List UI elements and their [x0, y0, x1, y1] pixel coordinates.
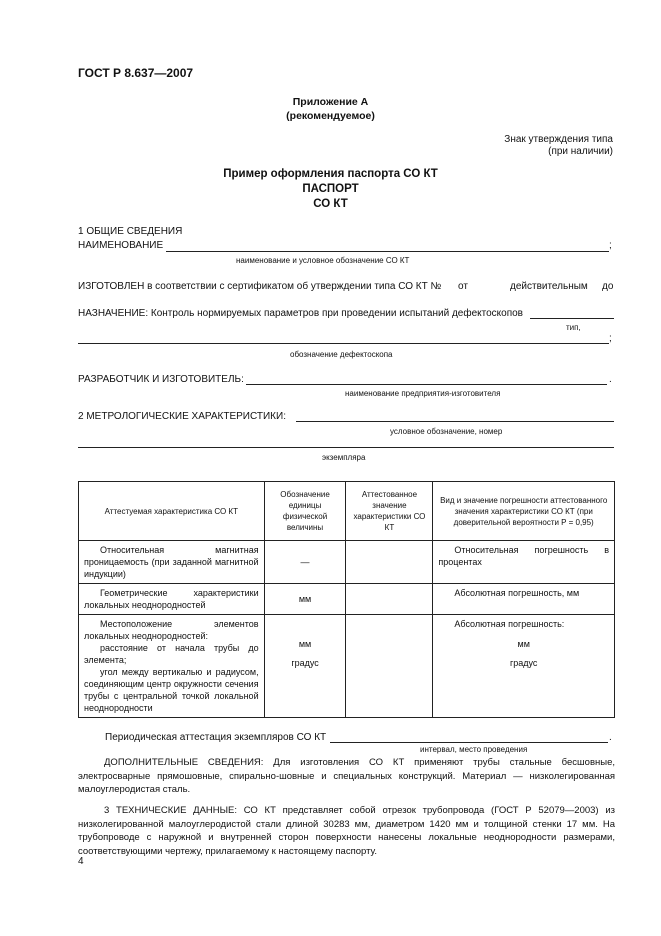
row3-characteristic-b: расстояние от начала трубы до элемента; — [84, 643, 259, 665]
characteristics-table — [78, 481, 615, 718]
table-header-row — [79, 482, 615, 541]
row3-unit-a: мм — [298, 639, 312, 649]
passport-subtitle: СО КТ — [313, 198, 348, 210]
row1-unit: — — [264, 541, 346, 584]
purpose-type: тип, — [566, 323, 581, 332]
section2-heading: 2 МЕТРОЛОГИЧЕСКИЕ ХАРАКТЕРИСТИКИ: — [78, 411, 286, 422]
document-header: ГОСТ Р 8.637—2007 — [78, 66, 194, 80]
header-value: Аттестованное значение характеристики СО КТ — [346, 482, 433, 541]
purpose-field-line[interactable] — [530, 318, 614, 319]
row3-error — [433, 615, 615, 718]
purpose-caption: обозначение дефектоскопа — [290, 350, 393, 359]
row3-characteristic — [79, 615, 265, 718]
row1-error: Относительная погрешность в процентах — [433, 541, 615, 584]
row1-value — [346, 541, 433, 584]
metrology-caption-1: условное обозначение, номер — [390, 427, 503, 436]
additional-info: ДОПОЛНИТЕЛЬНЫЕ СВЕДЕНИЯ: Для изготовления СО КТ применяют трубы стальные бесшовные, электросварные прямошовные, спирально-шовные и специальных конструкций. Материал — низколегированная малоуглеродистая сталь. — [78, 757, 615, 795]
row3-value — [346, 615, 433, 718]
row3-error-a: Абсолютная погрешность: — [454, 619, 565, 629]
row3-characteristic-a: Местоположение элементов локальных неоднородностей: — [84, 619, 259, 641]
technical-data: 3 ТЕХНИЧЕСКИЕ ДАННЫЕ: СО КТ представляет собой отрезок трубопровода (ГОСТ Р 52079—2003) из низколегированной малоуглеродистой стали длиной 30283 мм, диаметром 1420 мм и толщиной стенки 17 мм. На трубопроводе с наружной и внутренней сторон поверхности нанесены локальные неоднородности размерами, соответствующими чертежу, прилагаемому к настоящему паспорту. — [78, 805, 615, 857]
made-to: до — [602, 281, 614, 292]
metrology-field-line[interactable] — [296, 421, 614, 422]
table-row — [79, 584, 615, 615]
approval-mark-note: (при наличии) — [548, 146, 613, 157]
metrology-caption-2: экземпляра — [322, 453, 366, 462]
developer-field-line[interactable] — [246, 384, 607, 385]
row3-unit — [264, 615, 346, 718]
name-caption: наименование и условное обозначение СО КТ — [236, 256, 410, 265]
row2-characteristic: Геометрические характеристики локальных неоднородностей — [79, 584, 265, 615]
developer-caption: наименование предприятия-изготовителя — [345, 389, 501, 398]
periodic-label: Периодическая аттестация экземпляров СО КТ — [105, 732, 327, 743]
table-row — [79, 615, 615, 718]
name-field-line[interactable] — [166, 251, 609, 252]
made-text: ИЗГОТОВЛЕН в соответствии с сертификатом об утверждении типа СО КТ № — [78, 281, 442, 292]
row3-error-b: мм — [517, 639, 530, 649]
page-number: 4 — [78, 856, 84, 867]
made-valid: действительным — [510, 281, 588, 292]
row3-characteristic-c: угол между вертикалью и радиусом, соединяющим центр окружности сечения трубы с центральной точкой локальной неоднородности — [84, 667, 259, 713]
row3-error-c: градус — [509, 658, 538, 668]
approval-mark-label: Знак утверждения типа — [504, 134, 613, 145]
header-error: Вид и значение погрешности аттестованного значения характеристики СО КТ (при доверительной вероятности P = 0,95) — [433, 482, 615, 541]
purpose-end-punct: ; — [609, 333, 612, 344]
passport-title: ПАСПОРТ — [302, 183, 359, 195]
row2-value — [346, 584, 433, 615]
developer-label: РАЗРАБОТЧИК И ИЗГОТОВИТЕЛЬ: — [78, 374, 244, 385]
metrology-field-line-2[interactable] — [78, 447, 614, 448]
section1-heading: 1 ОБЩИЕ СВЕДЕНИЯ — [78, 226, 183, 237]
purpose-text: НАЗНАЧЕНИЕ: Контроль нормируемых параметров при проведении испытаний дефектоскопов — [78, 308, 523, 319]
row2-error: Абсолютная погрешность, мм — [433, 584, 615, 615]
name-end-punct: ; — [609, 240, 612, 251]
page-title: Пример оформления паспорта СО КТ — [223, 168, 438, 180]
header-unit: Обозначение единицы физической величины — [264, 482, 346, 541]
appendix-subtitle: (рекомендуемое) — [286, 110, 375, 122]
row3-unit-b: градус — [291, 658, 319, 668]
purpose-field-line-2[interactable] — [78, 343, 609, 344]
developer-end-punct: . — [609, 374, 612, 385]
header-characteristic: Аттестуемая характеристика СО КТ — [79, 482, 265, 541]
appendix-title: Приложение А — [292, 96, 369, 108]
row1-characteristic: Относительная магнитная проницаемость (при заданной магнитной индукции) — [79, 541, 265, 584]
made-from: от — [458, 281, 468, 292]
row2-unit: мм — [264, 584, 346, 615]
periodic-end-punct: . — [609, 732, 612, 743]
name-label: НАИМЕНОВАНИЕ — [78, 240, 164, 251]
periodic-field-line[interactable] — [330, 742, 608, 743]
table-row — [79, 541, 615, 584]
periodic-caption: интервал, место проведения — [420, 745, 528, 754]
